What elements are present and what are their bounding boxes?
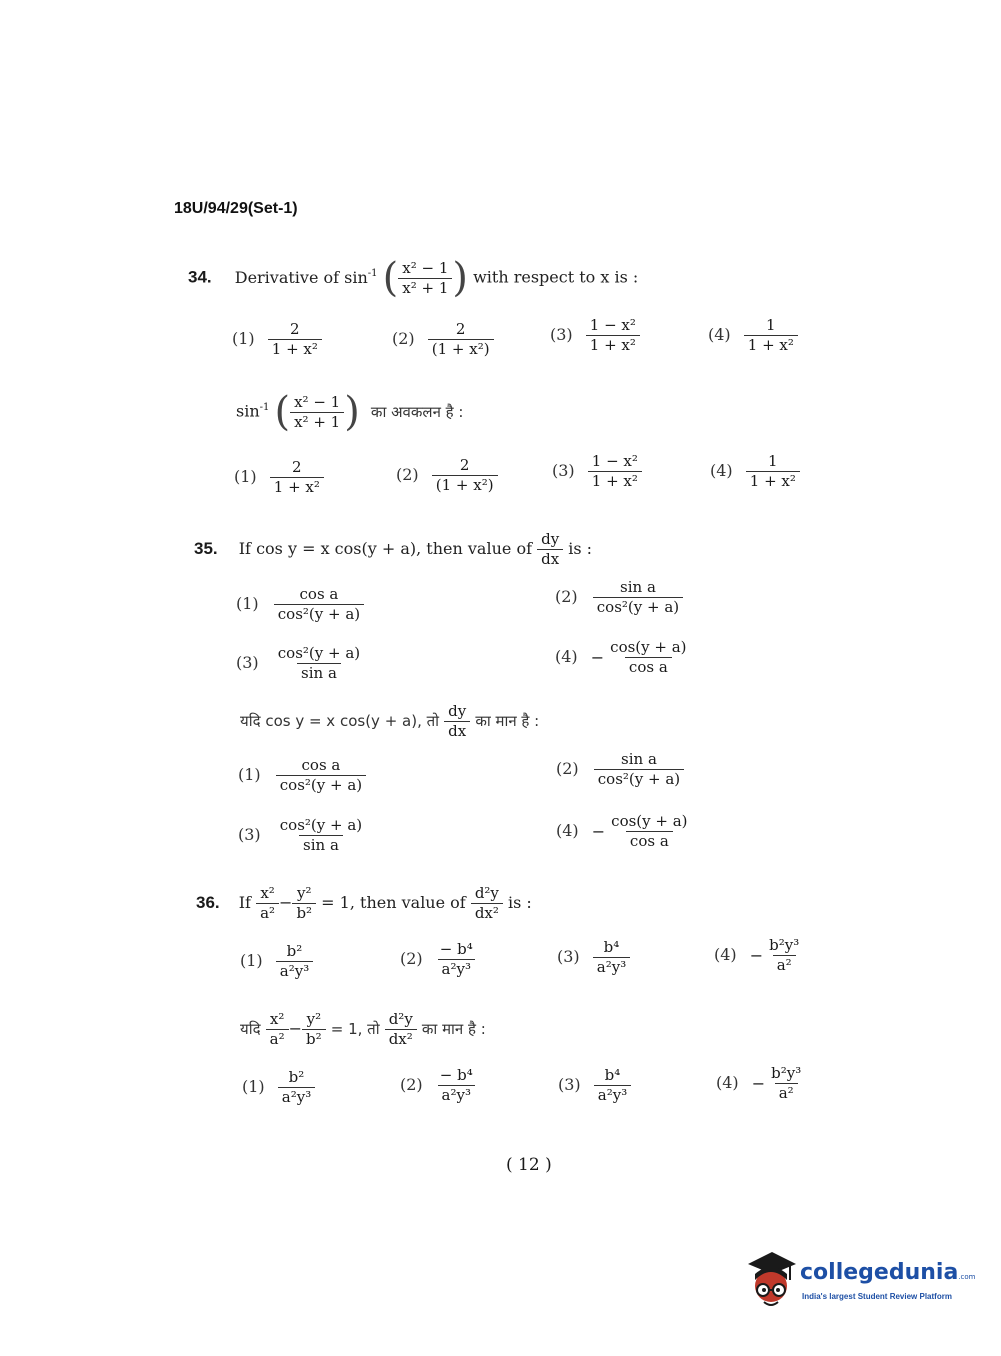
brand-name: collegedunia [800,1260,959,1285]
minus-sign: − [288,1018,303,1038]
left-paren: ( [274,389,291,435]
option-fraction: $\frac{\text{1 − x²}}{\text{1 + x²}}$ [588,452,642,491]
right-paren: ) [452,255,468,301]
option-fraction: $\frac{2}{\text{1 + x²}}$ [270,458,324,497]
option-4: (4) − $\frac{\cos(y + a)}{\text{cos a}}$ [555,638,691,677]
x-term-fraction: $\frac{\text{x²}}{\text{a²}}$ [266,1010,289,1049]
option-2: (2) $\frac{\text{sin a}}{\text{cos²(y + a)}}$ [556,750,684,789]
option-3: (3) $\frac{\text{b⁴}}{\text{a²y³}}$ [558,1066,631,1105]
option-fraction: $\frac{\text{cos a}}{\text{cos²(y + a)}}$ [274,585,364,624]
right-paren: ) [344,389,360,435]
question-35 [194,530,592,569]
option-fraction: $\frac{\text{b²y³}}{\text{a²}}$ [771,1064,802,1102]
page-number: ( 12 ) [506,1155,552,1175]
minus-sign: − [279,892,293,912]
option-3: (3) $\frac{\text{cos²(y + a)}}{\text{sin a}}$ [238,816,366,855]
inverse-exponent: -1 [367,268,378,280]
brand-suffix: .com [958,1273,976,1281]
negative-sign: − [751,1073,766,1093]
option-label: (1) [232,328,255,348]
hindi-stem-suffix: का मान है : [421,1019,486,1038]
question-stem-suffix: with respect to x is : [473,267,639,287]
option-fraction: $\frac{\cos(y + a)}{\text{cos a}}$ [610,638,687,676]
equation-text: = 1, then value of [321,892,466,912]
option-fraction: $\frac{\text{b⁴}}{\text{a²y³}}$ [594,1066,631,1105]
option-4: (4) − $\frac{\text{b²y³}}{\text{a²}}$ [714,936,803,975]
option-fraction: $\frac{\text{b²}}{\text{a²y³}}$ [276,942,313,981]
question-35-hindi [240,702,539,741]
option-2: (2) $\frac{\text{sin a}}{\text{cos²(y + a)}}$ [555,578,683,617]
option-fraction: $\frac{\text{sin a}}{\text{cos²(y + a)}}$ [594,750,684,789]
hindi-equation-text: = 1, तो [330,1019,380,1038]
option-1 [232,320,322,359]
option-fraction: $\frac{\text{b⁴}}{\text{a²y³}}$ [593,938,630,977]
option-fraction: $\frac{1}{\text{1 + x²}}$ [746,452,800,491]
is-text: is : [508,892,532,912]
option-label: (3) [550,324,573,344]
second-derivative-fraction: $\frac{\text{d²y}}{\text{dx²}}$ [471,884,503,923]
question-number: 34. [188,267,212,287]
option-fraction: $\frac{\text{b²}}{\text{a²y³}}$ [278,1068,315,1107]
option-2 [392,320,494,359]
negative-sign: − [749,945,764,965]
hindi-stem-suffix: का अवकलन है : [370,402,464,421]
argument-fraction: $\frac{\text{x² − 1}}{\text{x² + 1}}$ [290,393,344,432]
negative-sign: − [591,821,606,841]
option-fraction: $\frac{\cos(y + a)}{\text{cos a}}$ [611,812,688,850]
y-term-fraction: $\frac{\text{y²}}{\text{b²}}$ [302,1010,326,1049]
option-1: (1) $\frac{\text{cos a}}{\text{cos²(y + a)}}$ [236,585,364,624]
option-fraction: $\frac{1}{\text{1 + x²}}$ [744,316,798,355]
option-fraction: $\frac{\text{cos a}}{\text{cos²(y + a)}}$ [276,756,366,795]
question-number: 35. [194,538,218,558]
option-2: (2) $\frac{\text{− b⁴}}{\text{a²y³}}$ [400,940,477,979]
x-term-fraction: $\frac{\text{x²}}{\text{a²}}$ [256,884,279,923]
option-2: (2) $\frac{\text{− b⁴}}{\text{a²y³}}$ [400,1066,477,1105]
option-fraction: $\frac{2}{\text{(1 + x²)}}$ [432,456,498,495]
option-fraction: $\frac{\text{− b⁴}}{\text{a²y³}}$ [436,940,477,979]
option-1: (1) $\frac{2}{\text{1 + x²}}$ [234,458,324,497]
question-stem-prefix: If cos y = x cos(y + a), then value of [238,538,532,558]
option-2: (2) $\frac{2}{\text{(1 + x²)}}$ [396,456,498,495]
question-36 [196,884,532,923]
derivative-fraction: $\frac{dy}{dx}$ [537,530,563,569]
option-3 [550,316,640,355]
option-fraction: $\frac{2}{\text{1 + x²}}$ [268,320,322,359]
question-36-hindi [240,1010,486,1049]
option-4 [708,316,798,355]
hindi-stem-prefix: sin [236,401,260,421]
negative-sign: − [590,647,605,667]
question-stem-suffix: is : [568,538,593,558]
option-4: (4) $\frac{1}{\text{1 + x²}}$ [710,452,800,491]
hindi-stem-prefix: यदि cos y = x cos(y + a), तो [240,711,440,730]
y-term-fraction: $\frac{\text{y²}}{\text{b²}}$ [292,884,316,923]
option-1: (1) $\frac{\text{b²}}{\text{a²y³}}$ [242,1068,315,1107]
option-fraction: $\frac{\text{− b⁴}}{\text{a²y³}}$ [436,1066,477,1105]
option-fraction: $\frac{\text{cos²(y + a)}}{\text{sin a}}$ [279,816,363,854]
brand-tagline: India's largest Student Review Platform [802,1292,952,1301]
brand-logo[interactable] [744,1250,976,1316]
question-stem-prefix: Derivative of sin [234,267,368,287]
option-fraction: $\frac{\text{1 − x²}}{\text{1 + x²}}$ [586,316,640,355]
option-3: (3) $\frac{\text{b⁴}}{\text{a²y³}}$ [557,938,630,977]
question-number: 36. [196,892,220,912]
brand-wordmark [800,1260,975,1285]
hindi-stem-suffix: का मान है : [475,711,540,730]
left-paren: ( [382,255,399,301]
derivative-fraction: $\frac{dy}{dx}$ [444,702,470,741]
option-1: (1) $\frac{\text{cos a}}{\text{cos²(y + a)}}$ [238,756,366,795]
argument-fraction: $\frac{\text{x² − 1}}{\text{x² + 1}}$ [398,259,452,298]
option-3: (3) $\frac{\text{1 − x²}}{\text{1 + x²}}$ [552,452,642,491]
option-fraction: $\frac{2}{\text{(1 + x²)}}$ [428,320,494,359]
hindi-if-text: यदि [240,1019,261,1038]
option-4: (4) − $\frac{\text{b²y³}}{\text{a²}}$ [716,1064,805,1103]
mascot-icon [744,1250,798,1312]
option-3: (3) $\frac{\text{cos²(y + a)}}{\text{sin a}}$ [236,644,364,683]
question-34 [188,255,639,301]
option-label: (2) [392,328,415,348]
inverse-exponent: -1 [259,402,270,414]
question-34-hindi [236,389,464,435]
option-fraction: $\frac{\text{b²y³}}{\text{a²}}$ [769,936,800,974]
option-4: (4) − $\frac{\cos(y + a)}{\text{cos a}}$ [556,812,692,851]
second-derivative-fraction: $\frac{\text{d²y}}{\text{dx²}}$ [385,1010,417,1049]
option-label: (4) [708,324,731,344]
option-fraction: $\frac{\text{sin a}}{\text{cos²(y + a)}}$ [593,578,683,617]
option-1: (1) $\frac{\text{b²}}{\text{a²y³}}$ [240,942,313,981]
if-text: If [238,892,251,912]
paper-code: 18U/94/29(Set-1) [174,200,298,217]
option-fraction: $\frac{\text{cos²(y + a)}}{\text{sin a}}$ [277,644,361,682]
